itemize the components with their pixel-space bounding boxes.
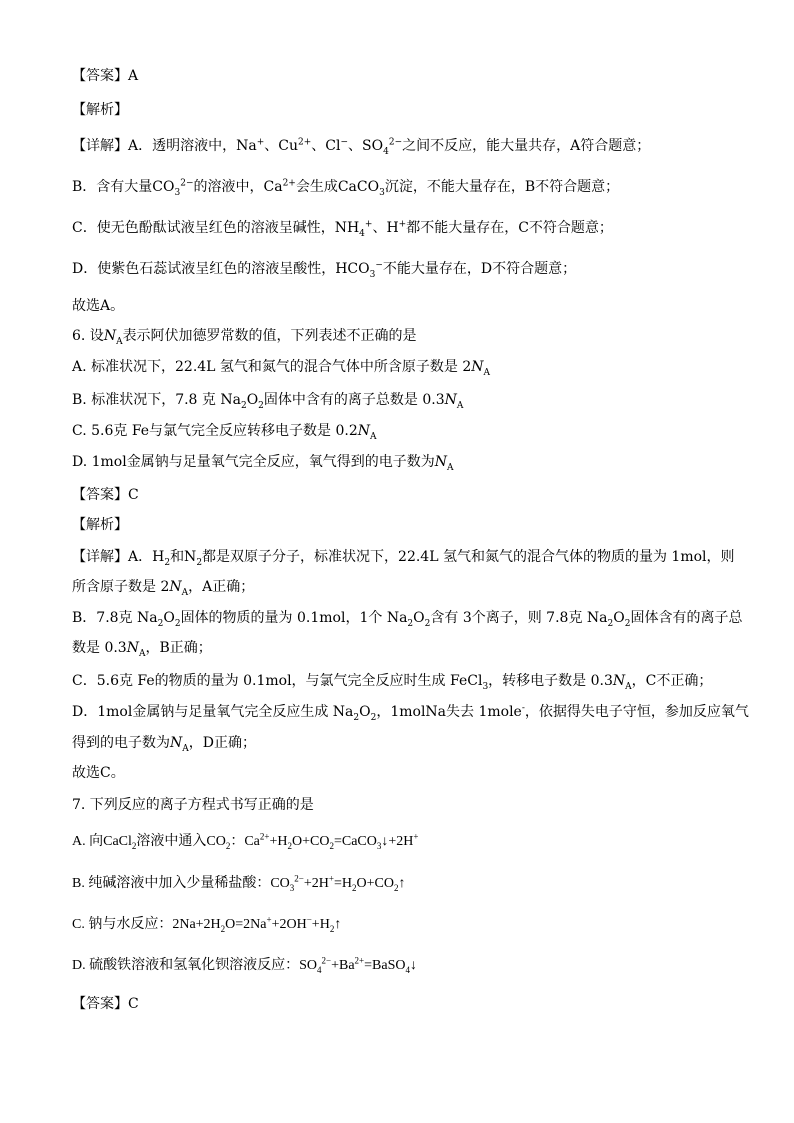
analysis-5: 【解析】 bbox=[72, 102, 128, 118]
question-7: 7. 下列反应的离子方程式书写正确的是 bbox=[72, 797, 314, 813]
answer-6: 【答案】C bbox=[72, 487, 139, 503]
analysis-6: 【解析】 bbox=[72, 517, 128, 533]
detail-5-d: D．使紫色石蕊试液呈红色的溶液呈酸性，$HCO_3^-$不能大量存在，D不符合题意； bbox=[72, 260, 577, 280]
question-6-option-d: D. 1mol金属钠与足量氧气完全反应，氧气得到的电子数为$N_A$ bbox=[72, 454, 454, 473]
detail-6-b-2: 数是 $0.3N_A$，B正确； bbox=[72, 640, 212, 659]
question-6-option-b: B. 标准状况下，7.8 克 $Na_2O_2$固体中含有的离子总数是 $0.3N_A$ bbox=[72, 392, 464, 411]
question-7-option-a: A. 向CaCl$_2$溶液中通入$CO_2$：$Ca^{2+}+H_2O+CO_2=CaCO_3↓+2H^+$ bbox=[72, 831, 419, 851]
question-7-option-c: C. 钠与水反应：$2Na+2H_2O=2Na^++2OH^-+H_2↑$ bbox=[72, 914, 342, 934]
detail-5-c: C．使无色酚酞试液呈红色的溶液呈碱性，$NH_4^+$、H+都不能大量存在，C不符合题意； bbox=[72, 219, 613, 239]
detail-6-b-1: B．7.8克 $Na_2O_2$固体的物质的量为 0.1mol，1个 $Na_2O_2$含有 3个离子，则 7.8克 $Na_2O_2$固体含有的离子总 bbox=[72, 610, 743, 629]
answer-5: 【答案】A bbox=[72, 68, 139, 84]
detail-6-d-2: 得到的电子数为$N_A$，D正确； bbox=[72, 735, 256, 754]
question-6-option-c: C. 5.6克 Fe与氯气完全反应转移电子数是 $0.2N_A$ bbox=[72, 423, 377, 442]
detail-6-a-2: 所含原子数是 $2N_A$，A正确； bbox=[72, 579, 255, 598]
answer-7: 【答案】C bbox=[72, 996, 139, 1012]
question-7-option-b: B. 纯碱溶液中加入少量稀盐酸：$CO_3^{2-}+2H^+=H_2O+CO_2↑$ bbox=[72, 873, 406, 893]
question-7-option-d: D. 硫酸铁溶液和氢氧化钡溶液反应：$SO_4^{2-}+Ba^{2+}=BaSO_4↓$ bbox=[72, 955, 417, 975]
question-6-option-a: A. 标准状况下，22.4L 氢气和氮气的混合气体中所含原子数是 $2N_A$ bbox=[72, 359, 491, 378]
conclusion-5: 故选A。 bbox=[72, 298, 125, 314]
detail-6-a-1: 【详解】A．$H_2$和$N_2$都是双原子分子，标准状况下，22.4L 氢气和氮气的混合气体的物质的量为 1mol，则 bbox=[72, 549, 735, 568]
detail-5-b: B．含有大量$CO_3^{2-}$的溶液中，$Ca^{2+}$会生成CaCO$_3$沉淀，不能大量存在，B不符合题意； bbox=[72, 178, 620, 198]
question-6: 6. 设$N_A$表示阿伏加德罗常数的值，下列表述不正确的是 bbox=[72, 328, 417, 347]
detail-6-c: C．5.6克 Fe的物质的量为 0.1mol，与氯气完全反应时生成 FeCl$_3$，转移电子数是 $0.3N_A$，C不正确； bbox=[72, 673, 713, 692]
detail-5-a: 【详解】A．透明溶液中，Na+、$Cu^{2+}$、Cl−、$SO_4^{2-}$之间不反应，能大量共存，A符合题意； bbox=[72, 137, 651, 157]
conclusion-6: 故选C。 bbox=[72, 765, 125, 781]
detail-6-d-1: D．1mol金属钠与足量氧气完全反应生成 $Na_2O_2$，1molNa失去 1mole-，依据得失电子守恒，参加反应氧气 bbox=[72, 703, 749, 723]
